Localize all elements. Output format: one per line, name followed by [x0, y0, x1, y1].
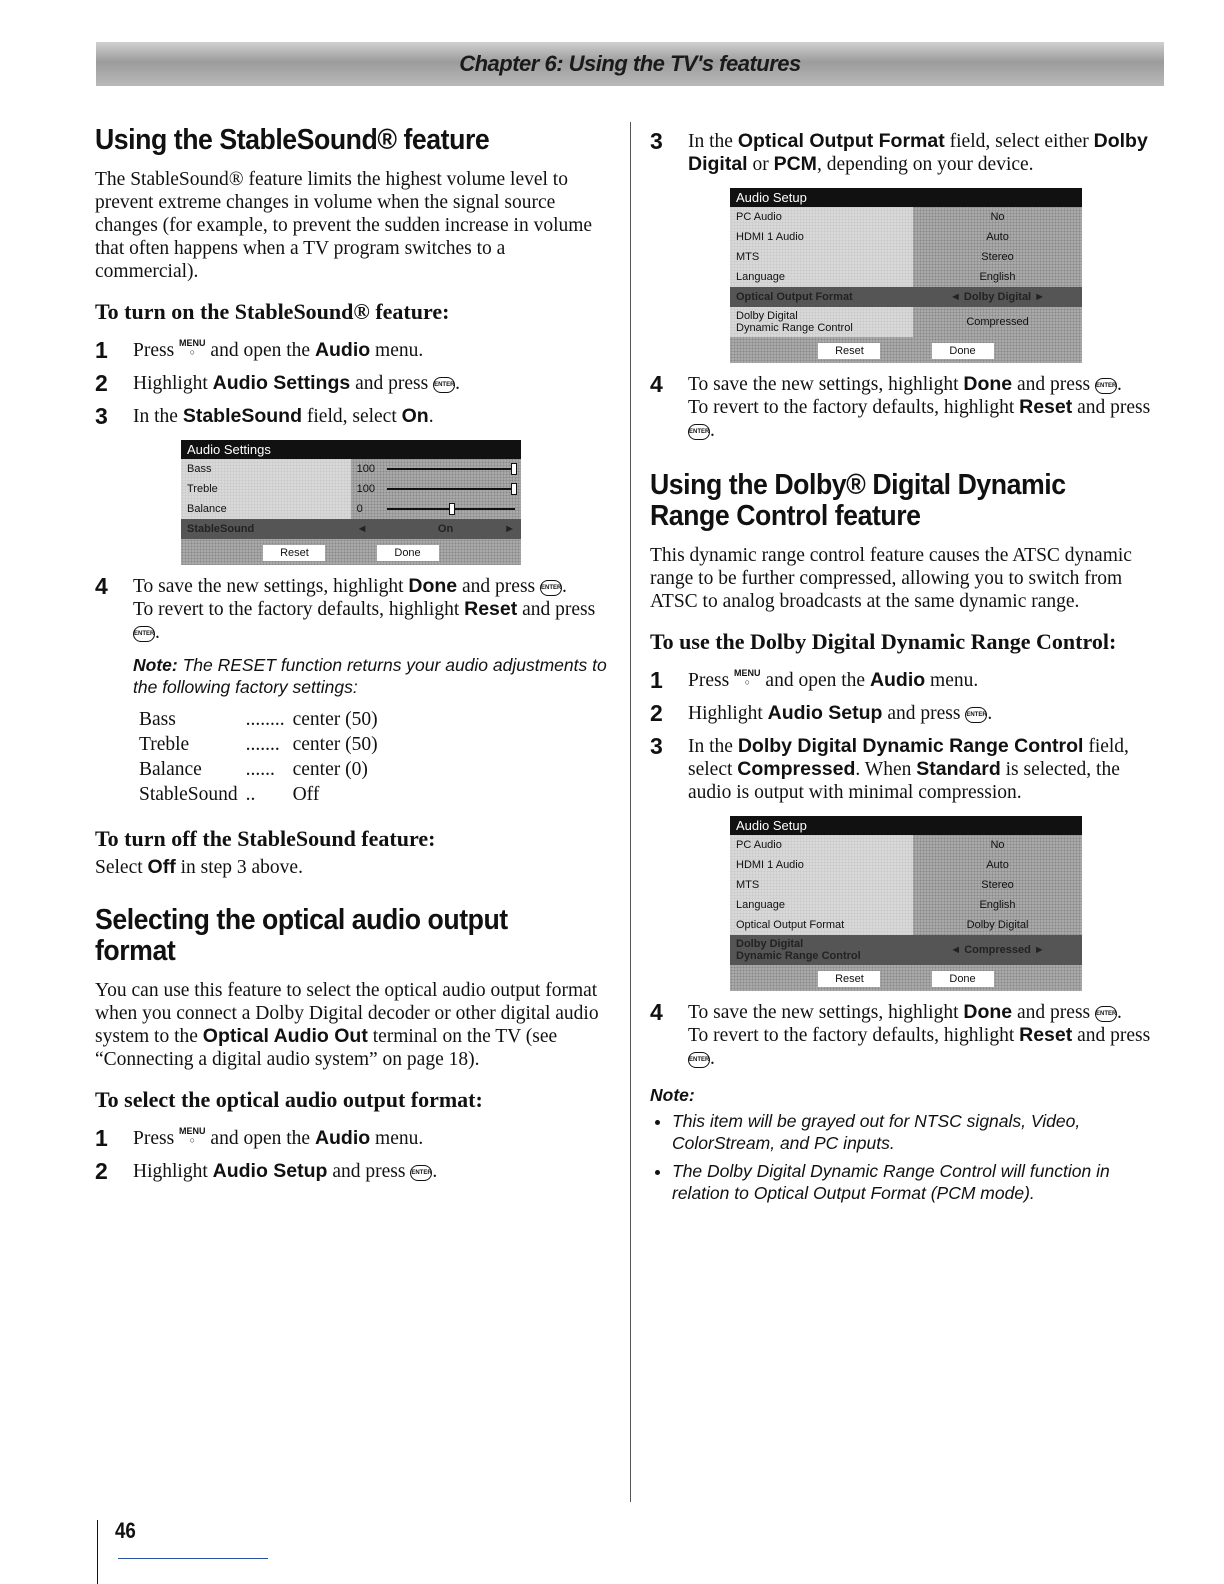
reset-button[interactable]: Reset — [818, 971, 880, 987]
step-2: 2 Highlight Audio Settings and press ENTER. — [95, 370, 460, 396]
factory-settings-table: Bass ........ center (50) Treble ....... center (50) Balance ...... center (0) StableSound .. Off — [139, 709, 378, 805]
drc-step-2: 2 Highlight Audio Setup and press ENTER. — [650, 700, 993, 726]
enter-icon: ENTER — [133, 626, 155, 642]
section-title-stablesound: Using the StableSound® feature — [95, 124, 490, 156]
osd-row-balance[interactable]: Balance 0 — [181, 499, 521, 519]
done-button[interactable]: Done — [932, 343, 994, 359]
drc-notes: Note: • This item will be grayed out for NTSC signals, Video, ColorStream, and PC inputs. • The Dolby Digital Dynamic Range Control will function in relation to Optical Output Format (PCM mode). — [650, 1084, 1162, 1204]
stablesound-off-heading: To turn off the StableSound feature: — [95, 826, 436, 851]
reset-button[interactable]: Reset — [263, 545, 325, 561]
stablesound-off-text: Select Off in step 3 above. — [95, 856, 303, 878]
enter-icon: ENTER — [410, 1165, 432, 1181]
osd-row[interactable]: HDMI 1 Audio Auto — [730, 227, 1082, 247]
column-divider — [630, 122, 631, 1502]
enter-icon: ENTER — [1095, 378, 1117, 394]
drc-step-4: 4 To save the new settings, highlight Done and press ENTER. To revert to the factory defaults, highlight Reset and press ENTER. — [650, 999, 1151, 1069]
menu-icon: MENU ○ — [179, 1126, 206, 1145]
osd-row[interactable]: MTS Stereo — [730, 875, 1082, 895]
balance-slider[interactable] — [387, 508, 515, 510]
optical-heading: To select the optical audio output format: — [95, 1087, 483, 1112]
optical-step-4: 4 To save the new settings, highlight Done and press ENTER. To revert to the factory defaults, highlight Reset and press ENTER. — [650, 371, 1151, 441]
note-item: • This item will be grayed out for NTSC signals, Video, ColorStream, and PC inputs. — [672, 1110, 1162, 1154]
osd-row-drc[interactable]: Dolby Digital Dynamic Range Control Compressed — [730, 307, 1082, 337]
chapter-banner — [96, 42, 1164, 86]
osd-row-stablesound[interactable]: StableSound ◄ On ► — [181, 519, 521, 539]
section-title-optical: Selecting the optical audio output format — [95, 904, 508, 967]
osd-row-treble[interactable]: Treble 100 — [181, 479, 521, 499]
audio-setup-screen-optical: Audio Setup PC Audio No HDMI 1 Audio Auto MTS Stereo Language English Optical Output Format ◄ Dolby Digital ► Dolby Digital Dynamic Range Control Compressed Reset Done — [730, 188, 1082, 363]
reset-note: Note: The RESET function returns your audio adjustments to the following factory settings: — [133, 655, 607, 697]
bass-slider[interactable] — [387, 468, 515, 470]
right-column — [650, 130, 1162, 1210]
step-1: 1 Press MENU ○ and open the Audio menu. — [95, 337, 424, 363]
osd-title: Audio Settings — [181, 440, 521, 459]
enter-icon: ENTER — [433, 377, 455, 393]
page-underline — [118, 1558, 268, 1559]
osd-row[interactable]: PC Audio No — [730, 207, 1082, 227]
stablesound-on-heading: To turn on the StableSound® feature: — [95, 299, 450, 324]
osd-row[interactable]: HDMI 1 Audio Auto — [730, 855, 1082, 875]
optical-intro: You can use this feature to select the optical audio output format when you connect a Dolby Digital decoder or other digital audio system to the Optical Audio Out terminal on the TV (see “Connecting a digital audio system” on page 18). — [95, 980, 599, 1070]
enter-icon: ENTER — [1095, 1006, 1117, 1022]
step-3: 3 In the StableSound field, select On. — [95, 403, 434, 429]
osd-row-drc-highlight[interactable]: Dolby Digital Dynamic Range Control ◄ Compressed ► — [730, 935, 1082, 965]
osd-row-bass[interactable]: Bass 100 — [181, 459, 521, 479]
menu-icon: MENU ○ — [734, 668, 761, 687]
audio-setup-screen-drc: Audio Setup PC Audio No HDMI 1 Audio Auto MTS Stereo Language English Optical Output Format Dolby Digital Dolby Digital Dynamic Range Control ◄ Compressed ► Reset Done — [730, 816, 1082, 991]
drc-step-1: 1 Press MENU ○ and open the Audio menu. — [650, 667, 979, 693]
osd-row[interactable]: Language English — [730, 895, 1082, 915]
osd-row[interactable]: Language English — [730, 267, 1082, 287]
done-button[interactable]: Done — [377, 545, 439, 561]
treble-slider[interactable] — [387, 488, 515, 490]
drc-step-3: 3 In the Dolby Digital Dynamic Range Control field, select Compressed. When Standard is selected, the audio is output with minimal compression. — [650, 733, 1129, 803]
osd-row[interactable]: MTS Stereo — [730, 247, 1082, 267]
osd-row-optical-output[interactable]: Optical Output Format ◄ Dolby Digital ► — [730, 287, 1082, 307]
optical-step-1: 1 Press MENU ○ and open the Audio menu. — [95, 1125, 424, 1151]
page-number: 46 — [115, 1518, 136, 1543]
osd-row[interactable]: Optical Output Format Dolby Digital — [730, 915, 1082, 935]
optical-step-2: 2 Highlight Audio Setup and press ENTER. — [95, 1158, 438, 1184]
reset-button[interactable]: Reset — [818, 343, 880, 359]
page-marker-bar — [97, 1520, 98, 1584]
enter-icon: ENTER — [688, 1052, 710, 1068]
enter-icon: ENTER — [540, 580, 562, 596]
left-column — [95, 125, 607, 1193]
dolby-drc-intro: This dynamic range control feature causes the ATSC dynamic range to be further compressed, allowing you to switch from ATSC to analog broadcasts at the same dynamic range. — [650, 545, 1132, 612]
audio-settings-screen — [181, 440, 521, 565]
dolby-drc-heading: To use the Dolby Digital Dynamic Range Control: — [650, 629, 1117, 654]
enter-icon: ENTER — [688, 424, 710, 440]
section-title-dolby-drc: Using the Dolby® Digital Dynamic Range Control feature — [650, 469, 1066, 532]
menu-icon: MENU ○ — [179, 338, 206, 357]
stablesound-intro: The StableSound® feature limits the highest volume level to prevent extreme changes in volume when the signal source changes (for example, to prevent the sudden increase in volume that often happens when a TV program switches to a commercial). — [95, 169, 593, 282]
step-4: 4 To save the new settings, highlight Done and press ENTER. To revert to the factory defaults, highlight Reset and press ENTER. — [95, 573, 596, 643]
enter-icon: ENTER — [965, 707, 987, 723]
note-item: • The Dolby Digital Dynamic Range Control will function in relation to Optical Output Format (PCM mode). — [672, 1160, 1162, 1204]
chapter-title: Chapter 6: Using the TV's features — [459, 51, 801, 76]
osd-row[interactable]: PC Audio No — [730, 835, 1082, 855]
optical-step-3: 3 In the Optical Output Format field, select either Dolby Digital or PCM, depending on your device. — [650, 128, 1148, 175]
done-button[interactable]: Done — [932, 971, 994, 987]
